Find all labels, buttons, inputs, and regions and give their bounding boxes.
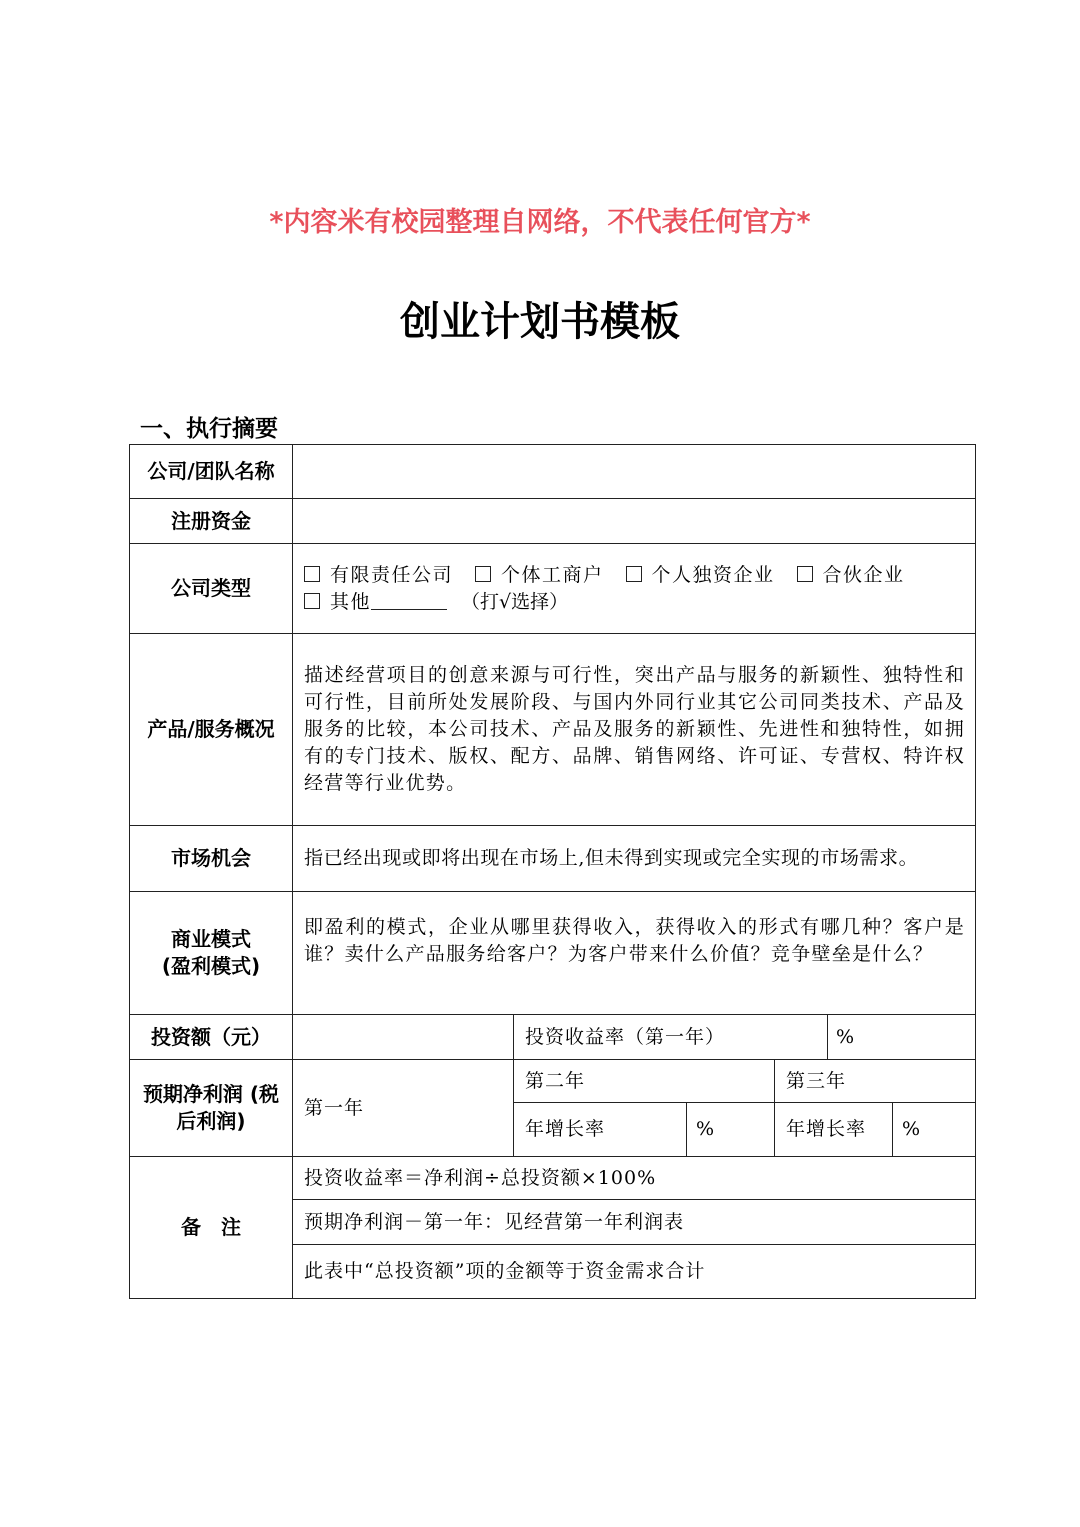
company-type-label: 公司类型 xyxy=(129,543,293,634)
growth-rate-year2-label: 年增长率 xyxy=(513,1102,687,1157)
checkbox-icon[interactable] xyxy=(304,593,320,609)
checkbox-icon[interactable] xyxy=(475,566,491,582)
remark-line: 预期净利润－第一年：见经营第一年利润表 xyxy=(292,1199,976,1245)
market-opportunity-text: 指已经出现或即将出现在市场上,但未得到实现或完全实现的市场需求。 xyxy=(292,825,976,892)
option-llc[interactable]: 有限责任公司 xyxy=(304,562,453,589)
remark-line: 投资收益率＝净利润÷总投资额×100% xyxy=(292,1156,976,1200)
business-model-label: 商业模式 (盈利模式) xyxy=(129,891,293,1015)
remark-line: 此表中“总投资额”项的金额等于资金需求合计 xyxy=(292,1244,976,1299)
growth-rate-year2-field[interactable]: % xyxy=(686,1102,775,1157)
expected-profit-label: 预期净利润 (税 后利润) xyxy=(129,1059,293,1157)
option-partnership[interactable]: 合伙企业 xyxy=(797,562,905,589)
disclaimer-notice: *内容米有校园整理自网络，不代表任何官方* xyxy=(269,207,811,238)
company-name-field[interactable] xyxy=(292,444,976,499)
selection-hint: （打√选择） xyxy=(461,591,569,613)
roi-first-year-field[interactable]: % xyxy=(827,1014,976,1060)
checkbox-icon[interactable] xyxy=(304,566,320,582)
option-sole-proprietorship[interactable]: 个人独资企业 xyxy=(626,562,775,589)
checkbox-icon[interactable] xyxy=(626,566,642,582)
profit-year1[interactable]: 第一年 xyxy=(292,1059,514,1157)
registered-capital-field[interactable] xyxy=(292,498,976,544)
option-individual-business[interactable]: 个体工商户 xyxy=(475,562,604,589)
product-overview-label: 产品/服务概况 xyxy=(129,633,293,826)
registered-capital-label: 注册资金 xyxy=(129,498,293,544)
option-other[interactable]: 其他 xyxy=(304,589,371,616)
investment-amount-field[interactable] xyxy=(292,1014,514,1060)
market-opportunity-label: 市场机会 xyxy=(129,825,293,892)
profit-year3[interactable]: 第三年 xyxy=(774,1059,976,1103)
product-overview-text: 描述经营项目的创意来源与可行性，突出产品与服务的新颖性、独特性和可行性，目前所处发展阶段、与国内外同行业其它公司同类技术、产品及服务的比较，本公司技术、产品及服务的新颖性、先进性和独特性，如拥有的专门技术、版权、配方、品牌、销售网络、许可证、专营权、特许权经营等行业优势。 xyxy=(292,633,976,826)
checkbox-icon[interactable] xyxy=(797,566,813,582)
section-heading: 一、执行摘要 xyxy=(140,416,278,442)
remarks-label: 备 注 xyxy=(129,1156,293,1299)
investment-amount-label: 投资额（元） xyxy=(129,1014,293,1060)
profit-year2[interactable]: 第二年 xyxy=(513,1059,775,1103)
growth-rate-year3-field[interactable]: % xyxy=(892,1102,976,1157)
business-model-text: 即盈利的模式，企业从哪里获得收入，获得收入的形式有哪几种？客户是谁？卖什么产品服务给客户？为客户带来什么价值？竞争壁垒是什么？ xyxy=(292,891,976,1015)
roi-first-year-label: 投资收益率（第一年） xyxy=(513,1014,828,1060)
company-name-label: 公司/团队名称 xyxy=(129,444,293,499)
company-type-options xyxy=(292,543,976,634)
page-title: 创业计划书模板 xyxy=(400,298,680,345)
other-blank-line[interactable] xyxy=(371,591,447,610)
growth-rate-year3-label: 年增长率 xyxy=(774,1102,893,1157)
